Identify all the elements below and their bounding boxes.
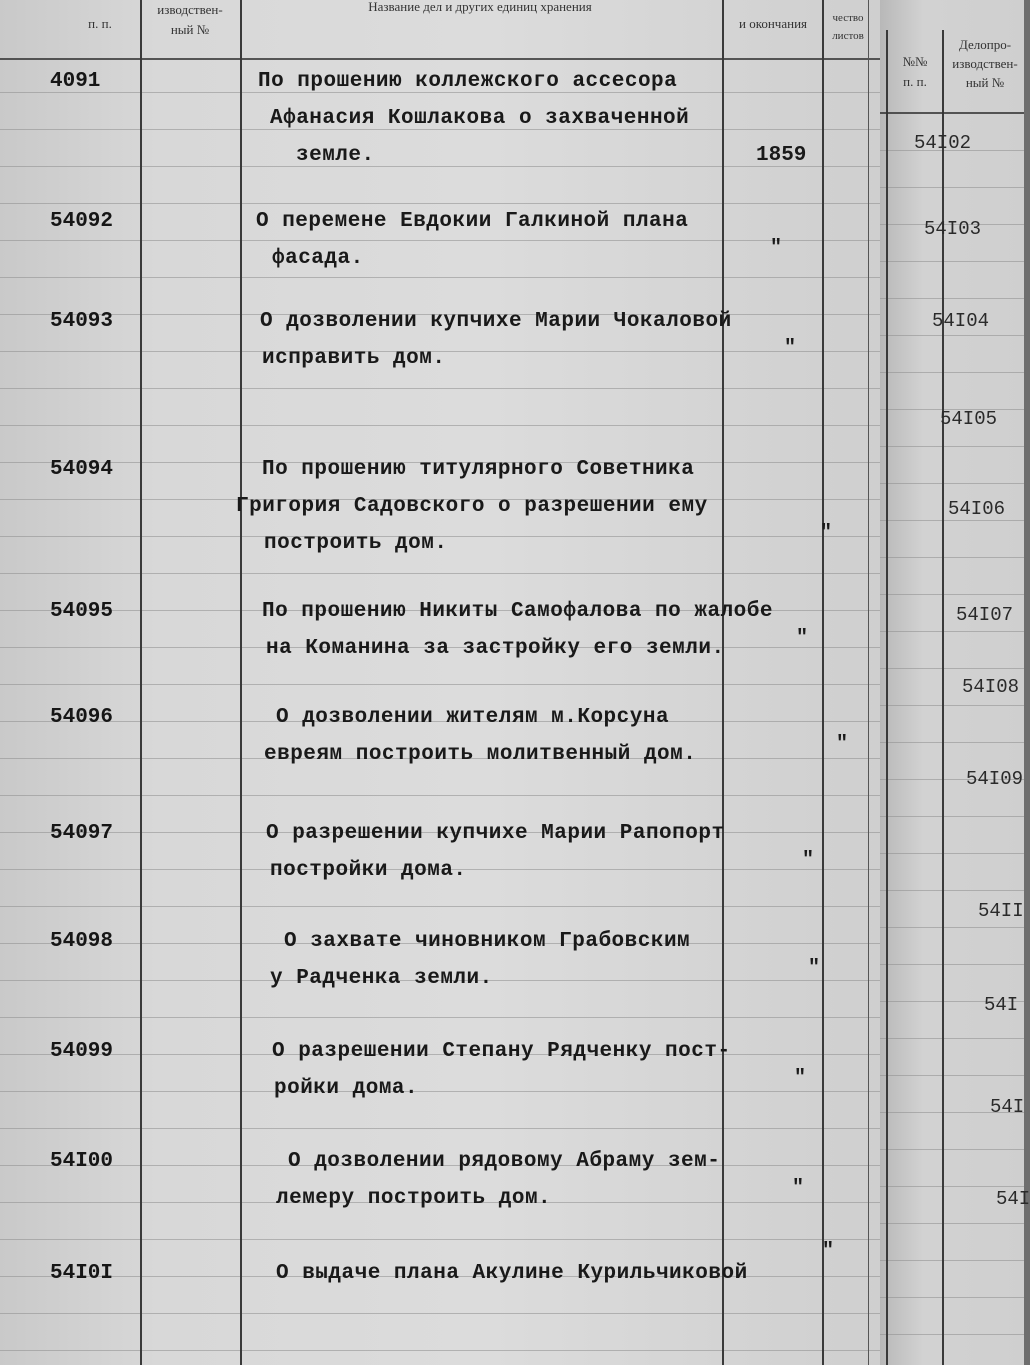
- record-title-line: фасада.: [272, 247, 364, 270]
- record-title-line: По прошению Никиты Самофалова по жалобе: [262, 600, 773, 623]
- record-title-line: О захвате чиновником Грабовским: [284, 930, 691, 953]
- right-header-number: №№ п. п.: [902, 54, 928, 89]
- record-date: 1859: [756, 144, 807, 167]
- record-number: 54093: [50, 310, 114, 333]
- right-record-number: 54I: [990, 1096, 1025, 1118]
- ruled-line: [880, 816, 1024, 817]
- record-number: 54098: [50, 930, 114, 953]
- column-divider-1: [140, 0, 142, 1365]
- ruled-line: [880, 1260, 1024, 1261]
- record-number: 54096: [50, 706, 114, 729]
- record-title-line: ройки дома.: [274, 1077, 419, 1100]
- record-title-line: О разрешении купчихе Марии Рапопорт: [266, 822, 725, 845]
- ruled-line: [880, 520, 1024, 521]
- column-divider-2: [240, 0, 242, 1365]
- right-record-number: 54I04: [932, 310, 990, 332]
- record-date: ": [794, 1067, 807, 1090]
- ruled-line: [0, 1313, 880, 1314]
- right-record-number: 54II: [978, 900, 1024, 922]
- ruled-line: [880, 853, 1024, 854]
- ruled-line: [880, 335, 1024, 336]
- archive-page-right: [880, 0, 1030, 1365]
- ruled-line: [0, 1350, 880, 1351]
- ruled-line: [880, 1334, 1024, 1335]
- ruled-line: [880, 1186, 1024, 1187]
- right-record-number: 54I02: [914, 132, 972, 154]
- record-date: ": [808, 957, 821, 980]
- ruled-line: [0, 795, 880, 796]
- ruled-line: [880, 631, 1024, 632]
- record-date: ": [836, 733, 849, 756]
- ruled-line: [880, 446, 1024, 447]
- right-record-number: 54I: [984, 994, 1019, 1016]
- ruled-line: [880, 261, 1024, 262]
- ruled-line: [0, 906, 880, 907]
- column-divider-5: [868, 0, 869, 1365]
- ruled-line: [880, 1297, 1024, 1298]
- right-header-separator: [880, 112, 1024, 114]
- ruled-line: [880, 1223, 1024, 1224]
- header-separator: [0, 58, 880, 60]
- ruled-line: [0, 684, 880, 685]
- record-title-line: По прошению коллежского ассесора: [258, 70, 678, 93]
- ruled-line: [880, 964, 1024, 965]
- ruled-line: [0, 166, 880, 167]
- record-title-line: О дозволении рядовому Абраму зем-: [288, 1150, 721, 1173]
- header-number: п. п.: [88, 16, 112, 31]
- record-title-line: О дозволении купчихе Марии Чокаловой: [260, 310, 732, 333]
- record-number: 54099: [50, 1040, 114, 1063]
- record-number: 54097: [50, 822, 114, 845]
- record-title-line: лемеру построить дом.: [276, 1187, 552, 1210]
- ruled-line: [880, 1038, 1024, 1039]
- ruled-line: [0, 1091, 880, 1092]
- column-divider-3: [722, 0, 724, 1365]
- right-record-number: 54I09: [966, 768, 1024, 790]
- header-sheets: чество листов: [832, 12, 864, 42]
- record-date: ": [792, 1177, 805, 1200]
- record-title-line: Григория Садовского о разрешении ему: [236, 495, 708, 518]
- record-title-line: О дозволении жителям м.Корсуна: [276, 706, 670, 729]
- ruled-line: [0, 425, 880, 426]
- record-date: ": [802, 849, 815, 872]
- ruled-line: [0, 388, 880, 389]
- record-date: ": [784, 337, 797, 360]
- record-title-line: постройки дома.: [270, 859, 467, 882]
- right-record-number: 54I05: [940, 408, 998, 430]
- record-date: ": [770, 237, 783, 260]
- ruled-line: [0, 240, 880, 241]
- header-office-number: изводствен- ный №: [157, 2, 223, 37]
- ruled-line: [880, 594, 1024, 595]
- record-number: 54I00: [50, 1150, 114, 1173]
- record-number: 54094: [50, 458, 114, 481]
- ruled-line: [0, 1017, 880, 1018]
- record-title-line: на Команина за застройку его земли.: [266, 637, 725, 660]
- right-record-number: 54I03: [924, 218, 982, 240]
- record-title-line: исправить дом.: [262, 347, 446, 370]
- ruled-line: [880, 705, 1024, 706]
- record-title-line: земле.: [296, 144, 375, 167]
- right-record-number: 54I08: [962, 676, 1020, 698]
- record-title-line: О перемене Евдокии Галкиной плана: [256, 210, 689, 233]
- ruled-line: [0, 203, 880, 204]
- record-title-line: евреям построить молитвенный дом.: [264, 743, 697, 766]
- header-title: Название дел и других единиц хранения: [368, 0, 592, 14]
- record-date: ": [822, 1240, 835, 1263]
- ruled-line: [0, 277, 880, 278]
- record-date: ": [820, 522, 833, 545]
- ruled-line: [880, 372, 1024, 373]
- ruled-line: [880, 557, 1024, 558]
- ruled-line: [880, 483, 1024, 484]
- record-title-line: построить дом.: [264, 532, 448, 555]
- ruled-line: [880, 298, 1024, 299]
- record-number: 54095: [50, 600, 114, 623]
- record-date: ": [796, 627, 809, 650]
- ruled-line: [880, 1149, 1024, 1150]
- ruled-line: [880, 927, 1024, 928]
- right-record-number: 54I: [996, 1188, 1030, 1210]
- ruled-line: [0, 573, 880, 574]
- record-title-line: Афанасия Кошлакова о захваченной: [270, 107, 690, 130]
- ruled-line: [880, 668, 1024, 669]
- ruled-line: [0, 1239, 880, 1240]
- right-record-number: 54I06: [948, 498, 1006, 520]
- record-title-line: О выдаче плана Акулине Курильчиковой: [276, 1262, 748, 1285]
- column-divider-4: [822, 0, 824, 1365]
- record-title-line: По прошению титулярного Советника: [262, 458, 695, 481]
- right-column-divider-1: [886, 30, 888, 1365]
- ruled-line: [880, 187, 1024, 188]
- record-number: 4091: [50, 70, 101, 93]
- ruled-line: [880, 1075, 1024, 1076]
- ruled-line: [880, 742, 1024, 743]
- record-title-line: у Радченка земли.: [270, 967, 493, 990]
- record-number: 54I0I: [50, 1262, 114, 1285]
- ruled-line: [0, 1128, 880, 1129]
- record-title-line: О разрешении Степану Рядченку пост-: [272, 1040, 731, 1063]
- ruled-line: [880, 890, 1024, 891]
- header-dates: и окончания: [738, 16, 808, 31]
- record-number: 54092: [50, 210, 114, 233]
- right-header-office-number: Делопро- изводствен- ный №: [952, 37, 1018, 90]
- right-record-number: 54I07: [956, 604, 1014, 626]
